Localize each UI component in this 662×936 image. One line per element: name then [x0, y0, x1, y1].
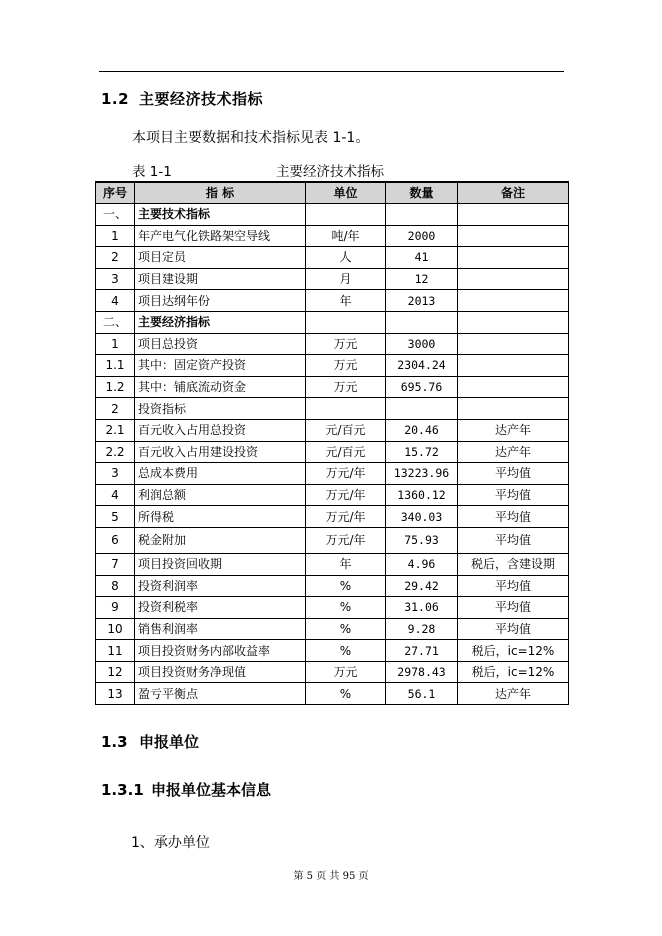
table-row — [96, 527, 569, 553]
table-row — [96, 376, 569, 398]
header-note: 备注 — [458, 182, 569, 204]
cell-quantity: 56.1 — [386, 683, 458, 705]
cell-no: 11 — [96, 640, 135, 662]
table-row — [96, 575, 569, 597]
cell-indicator: 项目投资财务净现值 — [135, 661, 306, 683]
table-row — [96, 506, 569, 528]
table-row — [96, 441, 569, 463]
cell-indicator: 所得税 — [135, 506, 306, 528]
cell-note: 税后，含建设期 — [458, 553, 569, 575]
list-item: 1、承办单位 — [131, 835, 210, 851]
cell-note: 达产年 — [458, 419, 569, 441]
cell-quantity: 695.76 — [386, 376, 458, 398]
table-row — [96, 640, 569, 662]
cell-indicator: 项目建设期 — [135, 268, 306, 290]
section2-title: 申报单位 — [139, 733, 200, 751]
table-row — [96, 268, 569, 290]
cell-quantity: 20.46 — [386, 419, 458, 441]
cell-quantity: 2978.43 — [386, 661, 458, 683]
table-row — [96, 661, 569, 683]
cell-quantity: 13223.96 — [386, 463, 458, 485]
cell-quantity — [386, 398, 458, 420]
cell-quantity: 27.71 — [386, 640, 458, 662]
cell-note: 达产年 — [458, 683, 569, 705]
section-title: 主要经济技术指标 — [139, 90, 264, 108]
section-heading — [101, 88, 263, 109]
cell-no: 6 — [96, 527, 135, 553]
cell-indicator: 投资指标 — [135, 398, 306, 420]
cell-no: 3 — [96, 463, 135, 485]
cell-unit: 万元 — [306, 376, 386, 398]
cell-unit: 元/百元 — [306, 441, 386, 463]
intro-paragraph: 本项目主要数据和技术指标见表 1-1。 — [132, 130, 370, 146]
header-rule — [99, 71, 564, 72]
cell-unit: % — [306, 683, 386, 705]
cell-unit: 万元 — [306, 661, 386, 683]
cell-indicator: 年产电气化铁路架空导线 — [135, 225, 306, 247]
table-body — [96, 204, 569, 705]
cell-quantity: 1360.12 — [386, 484, 458, 506]
table-row — [96, 355, 569, 377]
cell-quantity: 41 — [386, 247, 458, 269]
cell-unit — [306, 204, 386, 226]
cell-indicator: 项目达纲年份 — [135, 290, 306, 312]
cell-note: 平均值 — [458, 463, 569, 485]
table-row — [96, 311, 569, 333]
cell-no: 1 — [96, 225, 135, 247]
cell-unit: 月 — [306, 268, 386, 290]
cell-unit: 万元/年 — [306, 463, 386, 485]
cell-indicator: 其中：固定资产投资 — [135, 355, 306, 377]
cell-quantity: 2000 — [386, 225, 458, 247]
cell-note: 平均值 — [458, 484, 569, 506]
table-caption-title: 主要经济技术指标 — [276, 164, 384, 180]
cell-note — [458, 333, 569, 355]
header-quantity: 数量 — [386, 182, 458, 204]
cell-no: 9 — [96, 597, 135, 619]
table-caption — [132, 160, 384, 180]
table-row — [96, 225, 569, 247]
cell-indicator: 投资利润率 — [135, 575, 306, 597]
cell-no: 2.2 — [96, 441, 135, 463]
cell-note: 平均值 — [458, 506, 569, 528]
cell-note — [458, 311, 569, 333]
header-no: 序号 — [96, 182, 135, 204]
cell-unit: 万元/年 — [306, 484, 386, 506]
cell-note: 平均值 — [458, 618, 569, 640]
section3-title: 申报单位基本信息 — [151, 781, 272, 799]
cell-unit: 元/百元 — [306, 419, 386, 441]
cell-indicator: 总成本费用 — [135, 463, 306, 485]
cell-quantity: 15.72 — [386, 441, 458, 463]
cell-unit: 万元 — [306, 333, 386, 355]
cell-no: 5 — [96, 506, 135, 528]
cell-note — [458, 290, 569, 312]
cell-indicator: 税金附加 — [135, 527, 306, 553]
cell-unit — [306, 398, 386, 420]
table-caption-label: 表 1-1 — [132, 164, 172, 180]
cell-note — [458, 376, 569, 398]
cell-note — [458, 247, 569, 269]
cell-indicator: 主要经济指标 — [135, 311, 306, 333]
table-header-row — [96, 182, 569, 204]
cell-no: 10 — [96, 618, 135, 640]
table-row — [96, 247, 569, 269]
indicators-table — [95, 181, 569, 705]
cell-note: 达产年 — [458, 441, 569, 463]
cell-note: 平均值 — [458, 527, 569, 553]
cell-quantity: 2304.24 — [386, 355, 458, 377]
cell-indicator: 项目投资回收期 — [135, 553, 306, 575]
table-row — [96, 398, 569, 420]
cell-indicator: 投资利税率 — [135, 597, 306, 619]
cell-indicator: 项目定员 — [135, 247, 306, 269]
cell-no: 一、 — [96, 204, 135, 226]
cell-unit — [306, 311, 386, 333]
section3-number: 1.3.1 — [101, 781, 144, 799]
cell-unit: 万元 — [306, 355, 386, 377]
cell-indicator: 百元收入占用建设投资 — [135, 441, 306, 463]
cell-indicator: 百元收入占用总投资 — [135, 419, 306, 441]
cell-indicator: 主要技术指标 — [135, 204, 306, 226]
cell-note: 平均值 — [458, 597, 569, 619]
cell-quantity: 4.96 — [386, 553, 458, 575]
cell-quantity: 12 — [386, 268, 458, 290]
cell-unit: 吨/年 — [306, 225, 386, 247]
cell-no: 1 — [96, 333, 135, 355]
table-row — [96, 204, 569, 226]
cell-quantity: 9.28 — [386, 618, 458, 640]
table-row — [96, 419, 569, 441]
cell-unit: % — [306, 640, 386, 662]
cell-no: 2 — [96, 247, 135, 269]
cell-unit: % — [306, 575, 386, 597]
cell-note — [458, 204, 569, 226]
section2-heading — [101, 731, 199, 752]
cell-quantity: 31.06 — [386, 597, 458, 619]
cell-unit: % — [306, 597, 386, 619]
section2-number: 1.3 — [101, 733, 128, 751]
section-number: 1.2 — [101, 90, 130, 108]
cell-no: 二、 — [96, 311, 135, 333]
header-indicator: 指 标 — [135, 182, 306, 204]
cell-unit: 年 — [306, 290, 386, 312]
cell-note — [458, 398, 569, 420]
table-row — [96, 553, 569, 575]
table-row — [96, 290, 569, 312]
cell-unit: 年 — [306, 553, 386, 575]
table-row — [96, 597, 569, 619]
cell-unit: 人 — [306, 247, 386, 269]
cell-indicator: 项目总投资 — [135, 333, 306, 355]
cell-indicator: 项目投资财务内部收益率 — [135, 640, 306, 662]
table-row — [96, 618, 569, 640]
cell-no: 4 — [96, 290, 135, 312]
cell-no: 7 — [96, 553, 135, 575]
cell-indicator: 盈亏平衡点 — [135, 683, 306, 705]
cell-indicator: 利润总额 — [135, 484, 306, 506]
cell-indicator: 其中：铺底流动资金 — [135, 376, 306, 398]
cell-note — [458, 225, 569, 247]
table-row — [96, 333, 569, 355]
page-footer: 第 5 页 共 95 页 — [293, 871, 369, 882]
cell-note: 平均值 — [458, 575, 569, 597]
cell-note: 税后，ic=12% — [458, 640, 569, 662]
cell-quantity: 75.93 — [386, 527, 458, 553]
cell-quantity: 3000 — [386, 333, 458, 355]
cell-note — [458, 268, 569, 290]
cell-no: 12 — [96, 661, 135, 683]
cell-no: 4 — [96, 484, 135, 506]
table-row — [96, 484, 569, 506]
header-unit: 单位 — [306, 182, 386, 204]
cell-no: 13 — [96, 683, 135, 705]
cell-quantity — [386, 311, 458, 333]
section3-heading — [101, 779, 271, 800]
cell-unit: % — [306, 618, 386, 640]
cell-no: 8 — [96, 575, 135, 597]
cell-quantity: 29.42 — [386, 575, 458, 597]
cell-unit: 万元/年 — [306, 527, 386, 553]
cell-note: 税后，ic=12% — [458, 661, 569, 683]
cell-quantity — [386, 204, 458, 226]
cell-indicator: 销售利润率 — [135, 618, 306, 640]
cell-note — [458, 355, 569, 377]
cell-quantity: 340.03 — [386, 506, 458, 528]
cell-no: 2.1 — [96, 419, 135, 441]
table-row — [96, 683, 569, 705]
cell-unit: 万元/年 — [306, 506, 386, 528]
table-row — [96, 463, 569, 485]
cell-quantity: 2013 — [386, 290, 458, 312]
cell-no: 1.2 — [96, 376, 135, 398]
cell-no: 3 — [96, 268, 135, 290]
cell-no: 1.1 — [96, 355, 135, 377]
cell-no: 2 — [96, 398, 135, 420]
